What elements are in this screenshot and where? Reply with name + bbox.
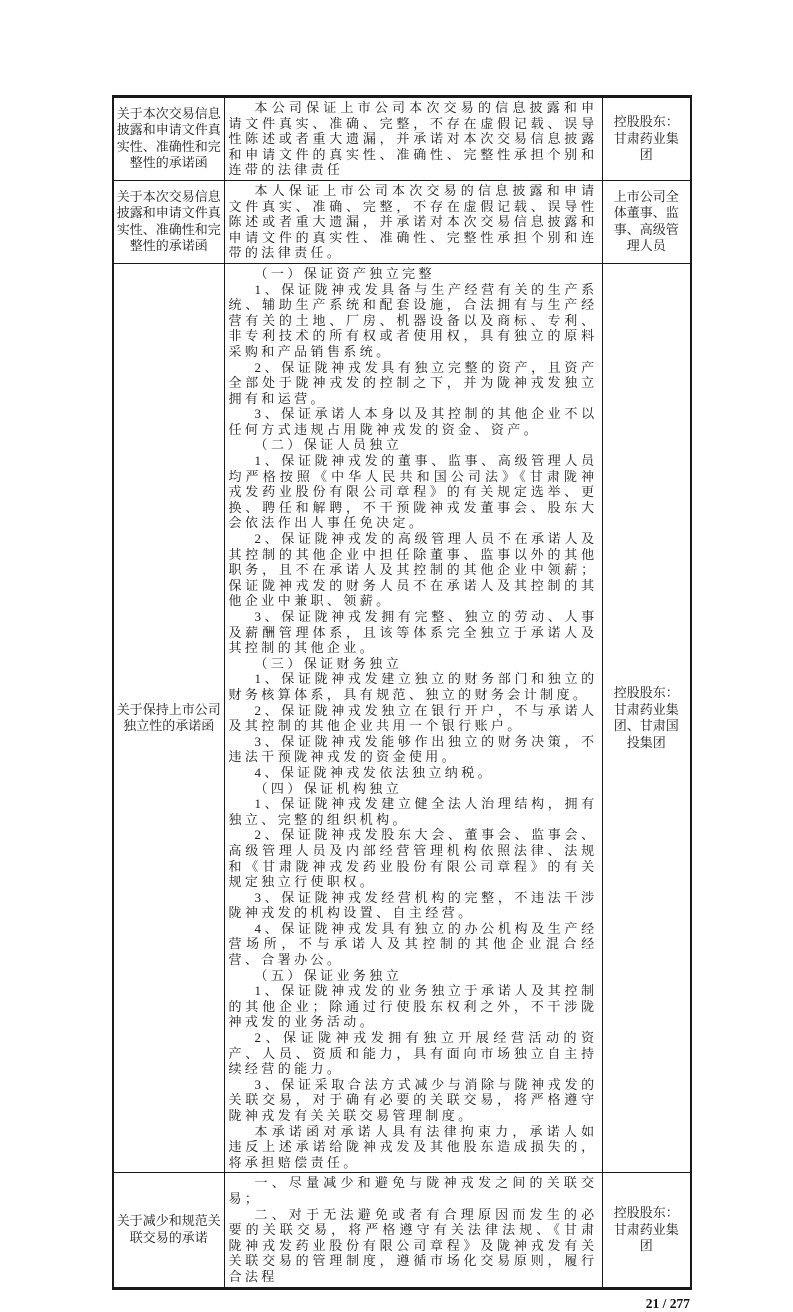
paragraph: 2、保证陇神戎发股东大会、董事会、监事会、高级管理人员及内部经营管理机构依照法律、法规和《甘肃陇神戎发药业股份有限公司章程》的有关规定独立行使职权。 <box>228 827 598 890</box>
commitment-party-cell: 控股股东：甘肃药业集团 <box>602 1173 691 1288</box>
commitment-title-cell: 关于保持上市公司独立性的承诺函 <box>113 263 224 1172</box>
commitment-content-cell <box>224 180 602 263</box>
commitment-party-cell: 上市公司全体董事、监事、高级管理人员 <box>602 180 691 263</box>
commitments-table <box>112 95 692 1290</box>
paragraph: 本人保证上市公司本次交易的信息披露和申请文件真实、准确、完整，不存在虚假记载、误导性陈述或者重大遗漏，并承诺对本次交易信息披露和申请文件的真实性、准确性、完整性承担个别和连带的法律责任。 <box>228 182 598 261</box>
commitment-title-cell: 关于本次交易信息披露和申请文件真实性、准确性和完整性的承诺函 <box>113 97 224 181</box>
commitment-content <box>229 1175 598 1284</box>
paragraph: 3、保证承诺人本身以及其控制的其他企业不以任何方式违规占用陇神戎发的资金、资产。 <box>228 406 598 437</box>
commitment-content <box>229 100 598 178</box>
paragraph: 3、保证陇神戎发能够作出独立的财务决策，不违法干预陇神戎发的资金使用。 <box>228 733 598 765</box>
commitment-content-cell <box>224 97 602 181</box>
commitment-content <box>229 183 598 261</box>
paragraph: 本承诺函对承诺人具有法律拘束力，承诺人如违反上述承诺给陇神戎发及其他股东造成损失的，将承担赔偿责任。 <box>228 1123 598 1170</box>
paragraph: 1、保证陇神戎发的业务独立于承诺人及其控制的其他企业；除通过行使股东权利之外，不干涉陇神戎发的业务活动。 <box>228 983 598 1030</box>
paragraph: 2、保证陇神戎发拥有独立开展经营活动的资产、人员、资质和能力，具有面向市场独立自主持续经营的能力。 <box>228 1030 598 1077</box>
commitment-party-cell: 控股股东：甘肃药业集团 <box>602 97 691 181</box>
table-row <box>113 180 691 263</box>
commitment-content-cell <box>224 263 602 1172</box>
table-row <box>113 263 691 1172</box>
paragraph: 1、保证陇神戎发具备与生产经营有关的生产系统、辅助生产系统和配套设施，合法拥有与生产经营有关的土地、厂房、机器设备以及商标、专利、非专利技术的所有权或者使用权，具有独立的原料采购和产品销售系统。 <box>228 281 598 359</box>
paragraph: 1、保证陇神戎发建立健全法人治理结构，拥有独立、完整的组织机构。 <box>228 796 598 827</box>
paragraph: 3、保证陇神戎发拥有完整、独立的劳动、人事及薪酬管理体系，且该等体系完全独立于承诺人及其控制的其他企业。 <box>228 609 598 656</box>
paragraph: （三）保证财务独立 <box>254 655 403 671</box>
paragraph: 2、保证陇神戎发具有独立完整的资产，且资产全部处于陇神戎发的控制之下，并为陇神戎发独立拥有和运营。 <box>228 359 598 406</box>
paragraph: （一）保证资产独立完整 <box>254 265 435 281</box>
paragraph: 2、保证陇神戎发独立在银行开户，不与承诺人及其控制的其他企业共用一个银行账户。 <box>228 702 598 734</box>
paragraph: 4、保证陇神戎发依法独立纳税。 <box>254 764 495 780</box>
table-row <box>113 97 691 181</box>
page-number: 21 / 277 <box>645 1295 690 1311</box>
commitment-party-cell: 控股股东：甘肃药业集团、甘肃国投集团 <box>602 263 691 1172</box>
paragraph: 1、保证陇神戎发建立独立的财务部门和独立的财务核算体系，具有规范、独立的财务会计制度。 <box>228 671 598 702</box>
paragraph: （五）保证业务独立 <box>254 967 403 983</box>
document-page <box>112 95 690 1312</box>
paragraph: 一、尽量减少和避免与陇神戎发之间的关联交易； <box>228 1175 598 1206</box>
paragraph: 1、保证陇神戎发的董事、监事、高级管理人员均严格按照《中华人民共和国公司法》《甘肃陇神戎发药业股份有限公司章程》的有关规定选举、更换、聘任和解聘，不干预陇神戎发董事会、股东大会依法作出人事任免决定。 <box>228 453 598 531</box>
commitment-content-cell <box>224 1173 602 1288</box>
paragraph: 本公司保证上市公司本次交易的信息披露和申请文件真实、准确、完整，不存在虚假记载、误导性陈述或者重大遗漏，并承诺对本次交易信息披露和申请文件的真实性、准确性、完整性承担个别和连带的法律责任 <box>228 100 598 178</box>
paragraph: 3、保证陇神戎发经营机构的完整，不违法干涉陇神戎发的机构设置、自主经营。 <box>228 889 598 921</box>
commitment-title-cell: 关于本次交易信息披露和申请文件真实性、准确性和完整性的承诺函 <box>113 180 224 263</box>
paragraph: 3、保证采取合法方式减少与消除与陇神戎发的关联交易，对于确有必要的关联交易，将严格遵守陇神戎发有关关联交易管理制度。 <box>228 1076 598 1123</box>
paragraph: （二）保证人员独立 <box>254 437 403 453</box>
paragraph: 4、保证陇神戎发具有独立的办公机构及生产经营场所，不与承诺人及其控制的其他企业混合经营、合署办公。 <box>228 920 598 968</box>
table-row <box>113 1173 691 1288</box>
paragraph: 二、对于无法避免或者有合理原因而发生的必要的关联交易，将严格遵守有关法律法规、《甘肃陇神戎发药业股份有限公司章程》及陇神戎发有关关联交易的管理制度，遵循市场化交易原则，履行合法程 <box>228 1206 598 1284</box>
paragraph: （四）保证机构独立 <box>254 780 403 796</box>
commitment-title-cell: 关于减少和规范关联交易的承诺 <box>113 1173 224 1288</box>
paragraph: 2、保证陇神戎发的高级管理人员不在承诺人及其控制的其他企业中担任除董事、监事以外的其他职务，且不在承诺人及其控制的其他企业中领薪；保证陇神戎发的财务人员不在承诺人及其控制的其他企业中兼职、领薪。 <box>228 531 598 609</box>
commitment-content <box>229 266 598 1170</box>
